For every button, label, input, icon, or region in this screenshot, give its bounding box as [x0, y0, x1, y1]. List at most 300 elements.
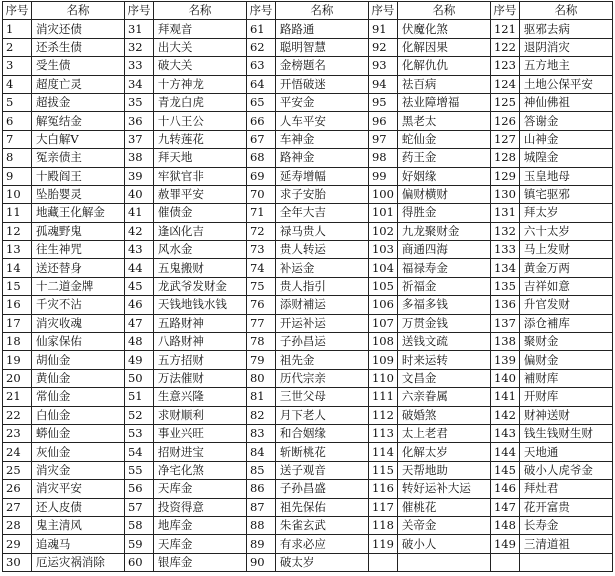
row-name: 胡仙金 — [31, 351, 124, 369]
row-number: 102 — [368, 222, 397, 240]
row-name: 贵人转运 — [275, 241, 368, 259]
row-name: 拜观音 — [153, 20, 246, 38]
table-row — [3, 130, 613, 148]
row-number: 11 — [3, 204, 32, 222]
row-name: 消灾还债 — [31, 20, 124, 38]
row-name: 厄运灾祸消除 — [31, 553, 124, 571]
row-number: 31 — [124, 20, 153, 38]
row-number: 5 — [3, 93, 32, 111]
header-num: 序号 — [368, 2, 397, 20]
row-name: 三世父母 — [275, 388, 368, 406]
row-name: 路路通 — [275, 20, 368, 38]
row-name: 超拔金 — [31, 93, 124, 111]
row-name: 投资得意 — [153, 498, 246, 516]
row-name: 添财補运 — [275, 296, 368, 314]
row-number: 132 — [490, 222, 519, 240]
row-number: 79 — [246, 351, 275, 369]
row-number: 29 — [3, 535, 32, 553]
row-name: 十方神龙 — [153, 75, 246, 93]
row-name: 关帝金 — [397, 516, 490, 534]
row-number: 22 — [3, 406, 32, 424]
row-number: 46 — [124, 296, 153, 314]
row-name: 赦罪平安 — [153, 185, 246, 203]
row-number: 62 — [246, 38, 275, 56]
table-row — [3, 259, 613, 277]
row-number: 146 — [490, 480, 519, 498]
row-name: 十八王公 — [153, 112, 246, 130]
header-name: 名称 — [31, 2, 124, 20]
row-name — [397, 553, 490, 571]
header-row — [3, 2, 613, 20]
row-name: 人车平安 — [275, 112, 368, 130]
row-number: 48 — [124, 333, 153, 351]
row-name — [519, 553, 612, 571]
row-name: 破小人 — [397, 535, 490, 553]
row-number: 70 — [246, 185, 275, 203]
row-name: 聪明智慧 — [275, 38, 368, 56]
row-number: 130 — [490, 185, 519, 203]
row-name: 天帮地助 — [397, 461, 490, 479]
row-name: 退阴消灾 — [519, 38, 612, 56]
row-number: 123 — [490, 57, 519, 75]
row-number: 34 — [124, 75, 153, 93]
row-number: 59 — [124, 535, 153, 553]
row-name: 得胜金 — [397, 204, 490, 222]
row-name: 龙武爷发财金 — [153, 277, 246, 295]
row-name: 三清道祖 — [519, 535, 612, 553]
row-number: 3 — [3, 57, 32, 75]
row-name: 拜天地 — [153, 149, 246, 167]
row-number: 82 — [246, 406, 275, 424]
row-number: 47 — [124, 314, 153, 332]
row-number: 111 — [368, 388, 397, 406]
row-number: 104 — [368, 259, 397, 277]
row-number: 50 — [124, 369, 153, 387]
row-name: 逢凶化吉 — [153, 222, 246, 240]
row-name: 千灾不沾 — [31, 296, 124, 314]
row-name: 财神送财 — [519, 406, 612, 424]
row-number: 90 — [246, 553, 275, 571]
row-number: 101 — [368, 204, 397, 222]
row-name: 送钱文疏 — [397, 333, 490, 351]
row-number: 32 — [124, 38, 153, 56]
row-name: 马上发财 — [519, 241, 612, 259]
row-name: 答谢金 — [519, 112, 612, 130]
row-number: 41 — [124, 204, 153, 222]
row-name: 冤亲债主 — [31, 149, 124, 167]
row-number: 105 — [368, 277, 397, 295]
row-name: 时来运转 — [397, 351, 490, 369]
header-name: 名称 — [397, 2, 490, 20]
row-name: 子孙昌运 — [275, 333, 368, 351]
table-row — [3, 149, 613, 167]
row-number: 57 — [124, 498, 153, 516]
row-number: 94 — [368, 75, 397, 93]
table-row — [3, 498, 613, 516]
row-name: 偏财横财 — [397, 185, 490, 203]
table-row — [3, 241, 613, 259]
row-name: 天地通 — [519, 443, 612, 461]
row-number — [490, 553, 519, 571]
row-name: 破婚煞 — [397, 406, 490, 424]
row-name: 鬼主清风 — [31, 516, 124, 534]
row-name: 偏财金 — [519, 351, 612, 369]
row-name: 镇宅驱邪 — [519, 185, 612, 203]
table-row — [3, 38, 613, 56]
row-name: 十殿阎王 — [31, 167, 124, 185]
row-name: 拜太岁 — [519, 204, 612, 222]
row-number: 97 — [368, 130, 397, 148]
table-row — [3, 516, 613, 534]
table-body — [3, 20, 613, 572]
row-name: 五方招财 — [153, 351, 246, 369]
row-number: 23 — [3, 424, 32, 442]
row-name: 平安金 — [275, 93, 368, 111]
row-name: 八路财神 — [153, 333, 246, 351]
row-name: 花开富贵 — [519, 498, 612, 516]
row-name: 出大关 — [153, 38, 246, 56]
row-name: 贵人指引 — [275, 277, 368, 295]
header-num: 序号 — [124, 2, 153, 20]
row-name: 破小人虎爷金 — [519, 461, 612, 479]
row-number: 129 — [490, 167, 519, 185]
row-number: 60 — [124, 553, 153, 571]
row-name: 药王金 — [397, 149, 490, 167]
row-number: 6 — [3, 112, 32, 130]
row-number: 128 — [490, 149, 519, 167]
table-row — [3, 204, 613, 222]
row-name: 招财进宝 — [153, 443, 246, 461]
row-name: 天库金 — [153, 535, 246, 553]
row-number: 68 — [246, 149, 275, 167]
row-number: 35 — [124, 93, 153, 111]
row-name: 事业兴旺 — [153, 424, 246, 442]
row-number: 93 — [368, 57, 397, 75]
row-number: 1 — [3, 20, 32, 38]
row-number: 30 — [3, 553, 32, 571]
row-number: 91 — [368, 20, 397, 38]
row-number: 136 — [490, 296, 519, 314]
table-row — [3, 333, 613, 351]
row-name: 黑老太 — [397, 112, 490, 130]
row-name: 常仙金 — [31, 388, 124, 406]
row-number: 75 — [246, 277, 275, 295]
row-number: 98 — [368, 149, 397, 167]
row-name: 金榜题名 — [275, 57, 368, 75]
header-num: 序号 — [490, 2, 519, 20]
row-number: 143 — [490, 424, 519, 442]
row-name: 地库金 — [153, 516, 246, 534]
row-number: 147 — [490, 498, 519, 516]
row-name: 大白解V — [31, 130, 124, 148]
row-name: 消灾收魂 — [31, 314, 124, 332]
row-number: 64 — [246, 75, 275, 93]
row-name: 开财库 — [519, 388, 612, 406]
row-number: 117 — [368, 498, 397, 516]
row-name: 和合姻缘 — [275, 424, 368, 442]
row-number: 74 — [246, 259, 275, 277]
row-number: 18 — [3, 333, 32, 351]
row-name: 催桃花 — [397, 498, 490, 516]
row-name: 钱生钱财生财 — [519, 424, 612, 442]
table-row — [3, 185, 613, 203]
row-number: 135 — [490, 277, 519, 295]
row-number: 113 — [368, 424, 397, 442]
row-name: 蛇仙金 — [397, 130, 490, 148]
table-row — [3, 369, 613, 387]
row-number: 144 — [490, 443, 519, 461]
row-name: 追魂马 — [31, 535, 124, 553]
row-name: 求财顺利 — [153, 406, 246, 424]
row-name: 历代宗亲 — [275, 369, 368, 387]
row-name: 五方地主 — [519, 57, 612, 75]
row-number: 52 — [124, 406, 153, 424]
row-name: 路神金 — [275, 149, 368, 167]
row-name: 禄马贵人 — [275, 222, 368, 240]
row-number: 96 — [368, 112, 397, 130]
row-name: 灰仙金 — [31, 443, 124, 461]
row-number: 138 — [490, 333, 519, 351]
row-name: 送子观音 — [275, 461, 368, 479]
row-number: 9 — [3, 167, 32, 185]
row-number: 24 — [3, 443, 32, 461]
row-name: 开运补运 — [275, 314, 368, 332]
row-number: 51 — [124, 388, 153, 406]
row-name: 长寿金 — [519, 516, 612, 534]
row-name: 城隍金 — [519, 149, 612, 167]
row-number: 116 — [368, 480, 397, 498]
table-row — [3, 480, 613, 498]
row-name: 黄金万两 — [519, 259, 612, 277]
header-num: 序号 — [3, 2, 32, 20]
row-name: 六亲眷属 — [397, 388, 490, 406]
row-name: 商通四海 — [397, 241, 490, 259]
name-list-table — [2, 1, 613, 572]
row-name: 仙家保佑 — [31, 333, 124, 351]
row-name: 福禄寿金 — [397, 259, 490, 277]
table-row — [3, 553, 613, 571]
row-name: 银库金 — [153, 553, 246, 571]
row-number: 28 — [3, 516, 32, 534]
row-name: 净宅化煞 — [153, 461, 246, 479]
row-name: 破太岁 — [275, 553, 368, 571]
row-number: 10 — [3, 185, 32, 203]
row-number: 66 — [246, 112, 275, 130]
row-number: 72 — [246, 222, 275, 240]
row-name: 天钱地钱水钱 — [153, 296, 246, 314]
row-name: 万贯金钱 — [397, 314, 490, 332]
row-number: 39 — [124, 167, 153, 185]
row-name: 天库金 — [153, 480, 246, 498]
row-number: 108 — [368, 333, 397, 351]
row-number: 141 — [490, 388, 519, 406]
table-row — [3, 406, 613, 424]
row-name: 化解太岁 — [397, 443, 490, 461]
row-number: 45 — [124, 277, 153, 295]
row-number: 25 — [3, 461, 32, 479]
row-name: 青龙白虎 — [153, 93, 246, 111]
table-row — [3, 351, 613, 369]
row-number: 67 — [246, 130, 275, 148]
row-number — [368, 553, 397, 571]
row-name: 解冤结金 — [31, 112, 124, 130]
row-number: 106 — [368, 296, 397, 314]
row-name: 蟒仙金 — [31, 424, 124, 442]
row-number: 78 — [246, 333, 275, 351]
table-row — [3, 388, 613, 406]
name-list-table-container — [2, 1, 613, 572]
row-name: 还杀生债 — [31, 38, 124, 56]
row-name: 祖先金 — [275, 351, 368, 369]
header-name: 名称 — [153, 2, 246, 20]
row-name: 转好运补大运 — [397, 480, 490, 498]
row-number: 87 — [246, 498, 275, 516]
row-name: 延寿增幅 — [275, 167, 368, 185]
row-number: 89 — [246, 535, 275, 553]
row-number: 40 — [124, 185, 153, 203]
row-number: 149 — [490, 535, 519, 553]
row-name: 往生神咒 — [31, 241, 124, 259]
row-name: 伏魔化煞 — [397, 20, 490, 38]
row-number: 107 — [368, 314, 397, 332]
row-name: 地藏王化解金 — [31, 204, 124, 222]
row-number: 8 — [3, 149, 32, 167]
row-number: 127 — [490, 130, 519, 148]
row-number: 27 — [3, 498, 32, 516]
table-row — [3, 57, 613, 75]
row-name: 玉皇地母 — [519, 167, 612, 185]
row-name: 朱雀玄武 — [275, 516, 368, 534]
row-number: 84 — [246, 443, 275, 461]
table-row — [3, 167, 613, 185]
row-number: 58 — [124, 516, 153, 534]
row-number: 61 — [246, 20, 275, 38]
row-number: 122 — [490, 38, 519, 56]
row-name: 超度亡灵 — [31, 75, 124, 93]
row-number: 13 — [3, 241, 32, 259]
row-name: 万法催财 — [153, 369, 246, 387]
row-number: 121 — [490, 20, 519, 38]
row-name: 化解仇仇 — [397, 57, 490, 75]
row-number: 114 — [368, 443, 397, 461]
row-name: 斩断桃花 — [275, 443, 368, 461]
row-number: 20 — [3, 369, 32, 387]
row-number: 4 — [3, 75, 32, 93]
row-number: 86 — [246, 480, 275, 498]
table-row — [3, 75, 613, 93]
row-number: 38 — [124, 149, 153, 167]
row-number: 55 — [124, 461, 153, 479]
row-number: 85 — [246, 461, 275, 479]
row-name: 祖先保佑 — [275, 498, 368, 516]
table-row — [3, 461, 613, 479]
row-name: 消灾平安 — [31, 480, 124, 498]
table-row — [3, 93, 613, 111]
row-number: 126 — [490, 112, 519, 130]
row-name: 十二道金牌 — [31, 277, 124, 295]
row-name: 求子安胎 — [275, 185, 368, 203]
row-number: 95 — [368, 93, 397, 111]
row-name: 祛业障增福 — [397, 93, 490, 111]
row-number: 118 — [368, 516, 397, 534]
row-number: 65 — [246, 93, 275, 111]
row-number: 124 — [490, 75, 519, 93]
row-number: 137 — [490, 314, 519, 332]
row-number: 7 — [3, 130, 32, 148]
row-name: 山神金 — [519, 130, 612, 148]
row-name: 好姻缘 — [397, 167, 490, 185]
row-number: 43 — [124, 241, 153, 259]
row-number: 33 — [124, 57, 153, 75]
row-number: 17 — [3, 314, 32, 332]
row-number: 77 — [246, 314, 275, 332]
row-number: 115 — [368, 461, 397, 479]
row-number: 44 — [124, 259, 153, 277]
row-name: 白仙金 — [31, 406, 124, 424]
row-number: 42 — [124, 222, 153, 240]
table-row — [3, 222, 613, 240]
row-name: 送还替身 — [31, 259, 124, 277]
row-number: 109 — [368, 351, 397, 369]
row-name: 補财库 — [519, 369, 612, 387]
row-name: 太上老君 — [397, 424, 490, 442]
row-name: 消灾金 — [31, 461, 124, 479]
row-number: 119 — [368, 535, 397, 553]
header-name: 名称 — [519, 2, 612, 20]
row-name: 全年大吉 — [275, 204, 368, 222]
row-name: 风水金 — [153, 241, 246, 259]
row-name: 还人皮债 — [31, 498, 124, 516]
row-number: 26 — [3, 480, 32, 498]
row-number: 15 — [3, 277, 32, 295]
row-name: 多福多钱 — [397, 296, 490, 314]
row-name: 牢狱官非 — [153, 167, 246, 185]
row-number: 81 — [246, 388, 275, 406]
row-name: 生意兴隆 — [153, 388, 246, 406]
row-number: 131 — [490, 204, 519, 222]
row-name: 祛百病 — [397, 75, 490, 93]
table-row — [3, 314, 613, 332]
row-number: 54 — [124, 443, 153, 461]
row-name: 吉祥如意 — [519, 277, 612, 295]
row-name: 化解因果 — [397, 38, 490, 56]
row-number: 16 — [3, 296, 32, 314]
table-row — [3, 535, 613, 553]
row-number: 110 — [368, 369, 397, 387]
row-name: 月下老人 — [275, 406, 368, 424]
table-row — [3, 112, 613, 130]
row-name: 催债金 — [153, 204, 246, 222]
row-name: 补运金 — [275, 259, 368, 277]
row-number: 133 — [490, 241, 519, 259]
row-name: 驱邪去病 — [519, 20, 612, 38]
table-row — [3, 443, 613, 461]
row-number: 21 — [3, 388, 32, 406]
row-name: 六十太岁 — [519, 222, 612, 240]
row-number: 83 — [246, 424, 275, 442]
table-header — [3, 2, 613, 20]
row-number: 63 — [246, 57, 275, 75]
row-number: 37 — [124, 130, 153, 148]
row-name: 孤魂野鬼 — [31, 222, 124, 240]
row-name: 拜灶君 — [519, 480, 612, 498]
header-num: 序号 — [246, 2, 275, 20]
row-number: 53 — [124, 424, 153, 442]
row-name: 神仙佛祖 — [519, 93, 612, 111]
row-name: 开悟破迷 — [275, 75, 368, 93]
row-name: 九转莲花 — [153, 130, 246, 148]
row-number: 56 — [124, 480, 153, 498]
